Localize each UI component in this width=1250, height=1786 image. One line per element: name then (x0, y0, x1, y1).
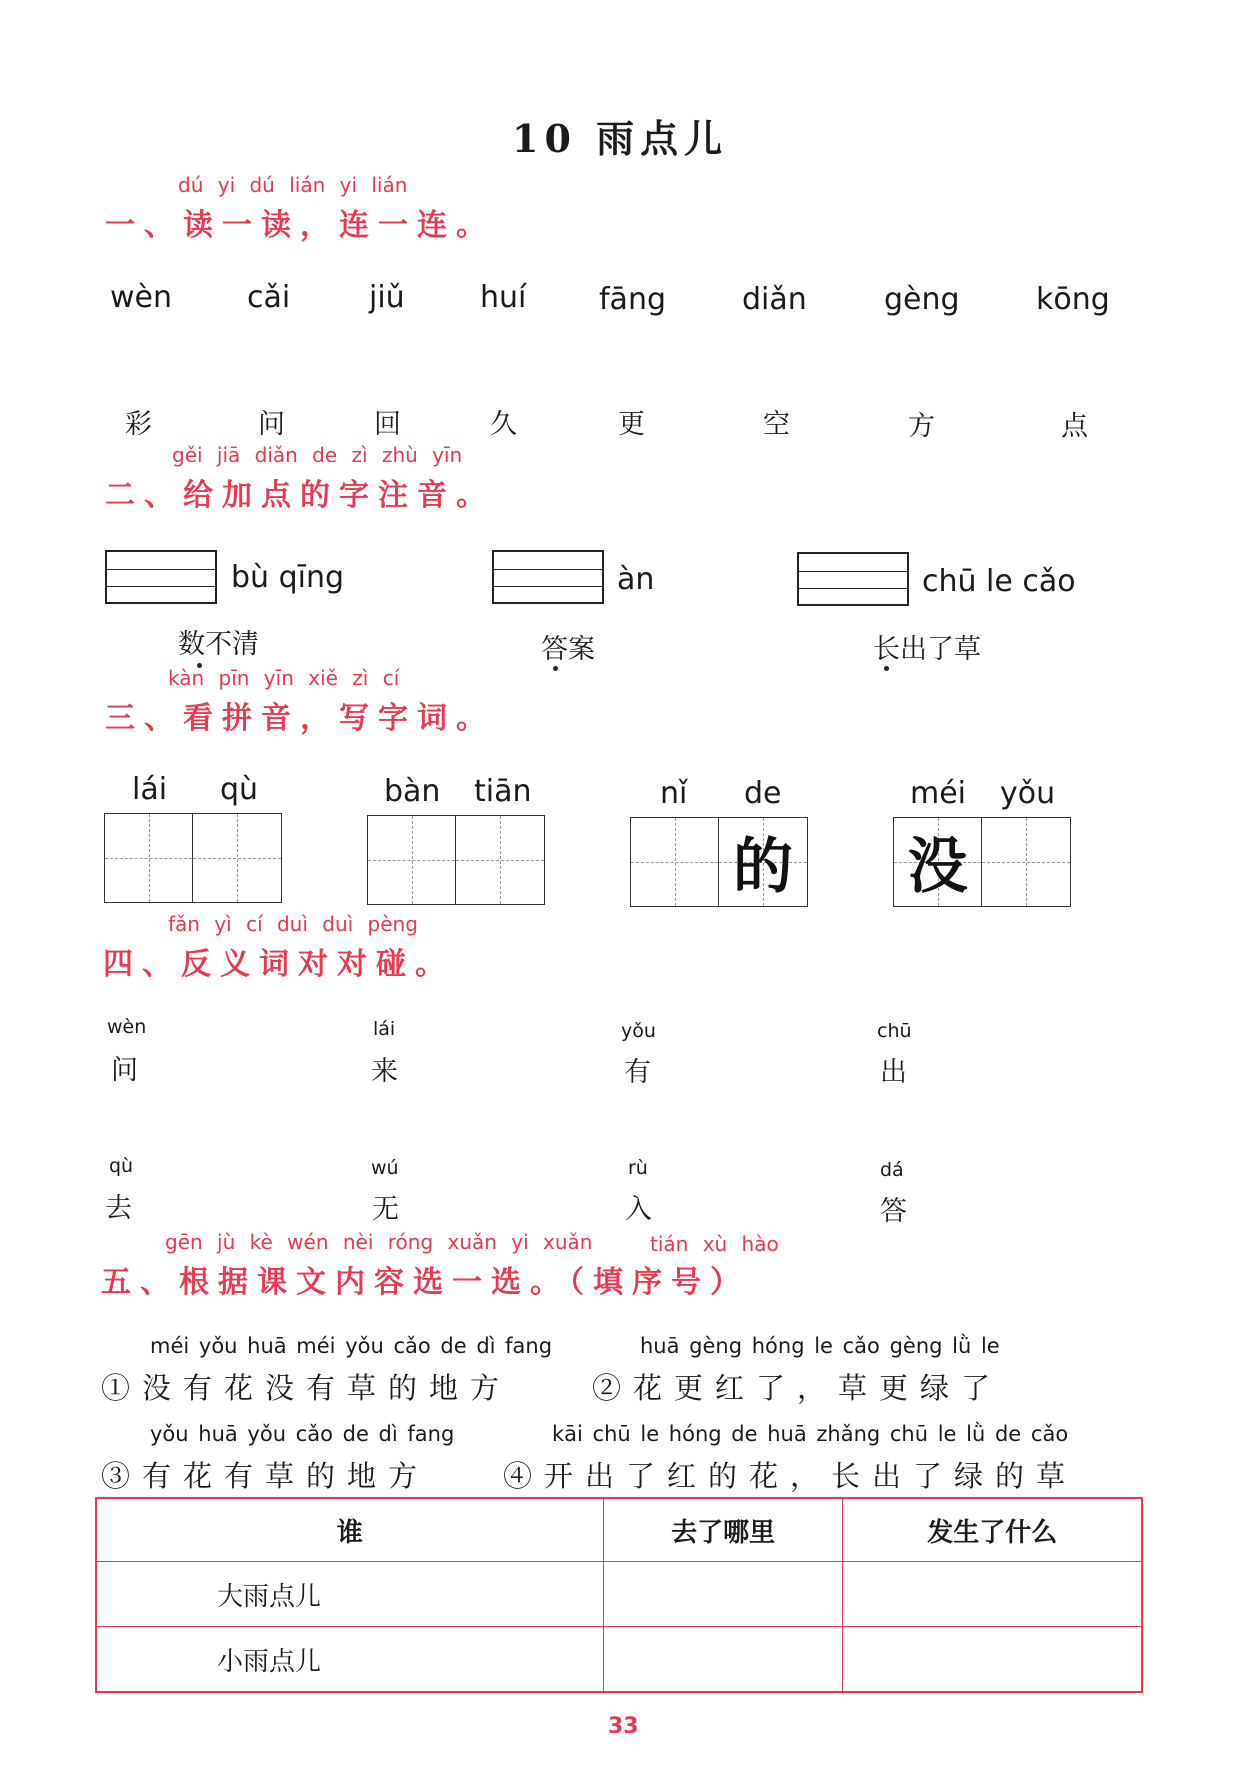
writing-grid[interactable] (630, 817, 808, 907)
section2-title: 二、给加点的字注音。 (105, 478, 495, 513)
grid-pinyin: de (744, 776, 782, 811)
pinyin-word[interactable]: diǎn (742, 282, 807, 317)
option-item[interactable] (592, 1366, 1002, 1407)
answer-cell[interactable] (843, 1562, 1142, 1627)
table-header-cell: 去了哪里 (603, 1498, 843, 1562)
antonym-char[interactable]: 有 (624, 1057, 651, 1088)
word-pinyin: rù (628, 1157, 648, 1179)
section4-title: 四、反义词对对碰。 (103, 947, 454, 982)
pinyin-hint: bù qīng (231, 560, 345, 595)
option-text: 没有花没有草的地方 (142, 1371, 512, 1405)
antonym-char[interactable]: 去 (105, 1193, 132, 1224)
option-text: 花更红了，草更绿了 (633, 1371, 1003, 1405)
option-text: 开出了红的花，长出了绿的草 (544, 1459, 1078, 1493)
antonym-char[interactable]: 无 (372, 1194, 399, 1225)
pinyin-hint: àn (617, 562, 655, 597)
section1-title: 一、读一读，连一连。 (105, 208, 495, 243)
emphasis-dot (553, 666, 558, 671)
pinyin-word[interactable]: cǎi (247, 280, 291, 315)
antonym-char[interactable]: 答 (880, 1196, 907, 1227)
section3-pinyin: kàn pīn yīn xiě zì cí (168, 666, 400, 690)
table-row (96, 1562, 1142, 1627)
antonym-char[interactable]: 出 (880, 1057, 907, 1088)
char-item[interactable]: 空 (763, 409, 790, 440)
page-title: 10 雨点儿 (512, 116, 729, 161)
word-pinyin: chū (877, 1020, 912, 1042)
grid-cell-filled: 没 (894, 818, 982, 906)
pinyin-answer-box[interactable] (492, 550, 604, 604)
section3-title: 三、看拼音，写字词。 (105, 701, 495, 736)
table-cell: 大雨点儿 (96, 1562, 603, 1627)
pinyin-word[interactable]: huí (480, 280, 527, 315)
word-item: 答案 (541, 634, 595, 665)
option-pinyin: yǒu huā yǒu cǎo de dì fang (150, 1422, 455, 1446)
grid-cell-filled: 的 (719, 818, 807, 906)
table-header-row (96, 1498, 1142, 1562)
answer-cell[interactable] (843, 1627, 1142, 1693)
option-text: 有花有草的地方 (142, 1459, 430, 1493)
grid-cell[interactable] (193, 814, 281, 902)
table-row (96, 1627, 1142, 1693)
char-item[interactable]: 回 (374, 409, 401, 440)
char-item[interactable]: 问 (258, 409, 285, 440)
char-item[interactable]: 久 (490, 409, 517, 440)
option-pinyin: kāi chū le hóng de huā zhǎng chū le lǜ de cǎo (552, 1422, 1069, 1446)
pinyin-word[interactable]: kōng (1036, 282, 1110, 317)
grid-pinyin: tiān (474, 774, 532, 809)
option-number: ② (592, 1371, 634, 1405)
option-number: ④ (503, 1459, 545, 1493)
grid-cell[interactable] (456, 816, 544, 904)
emphasis-dot (884, 666, 889, 671)
pinyin-hint: chū le cǎo (922, 564, 1076, 599)
option-number: ① (101, 1371, 143, 1405)
char-item[interactable]: 点 (1061, 411, 1088, 442)
grid-pinyin: lái (132, 772, 168, 807)
table-header-cell: 谁 (96, 1498, 603, 1562)
pinyin-word[interactable]: gèng (884, 282, 960, 317)
section4-pinyin: fǎn yì cí duì duì pèng (168, 912, 418, 936)
section5-pinyin: gēn jù kè wén nèi róng xuǎn yi xuǎn (165, 1230, 593, 1254)
option-item[interactable] (503, 1454, 1077, 1495)
word-pinyin: lái (373, 1018, 396, 1040)
grid-pinyin: yǒu (1000, 776, 1056, 811)
writing-grid[interactable] (367, 815, 545, 905)
table-header-cell: 发生了什么 (843, 1498, 1142, 1562)
word-pinyin: qù (109, 1155, 134, 1177)
writing-grid[interactable] (893, 817, 1071, 907)
section5-pinyin-2: tián xù hào (650, 1232, 779, 1256)
grid-cell[interactable] (982, 818, 1070, 906)
antonym-char[interactable]: 问 (111, 1055, 138, 1086)
option-item[interactable] (101, 1366, 511, 1407)
pinyin-answer-box[interactable] (797, 552, 909, 606)
table-cell: 小雨点儿 (96, 1627, 603, 1693)
option-pinyin: méi yǒu huā méi yǒu cǎo de dì fang (150, 1334, 553, 1358)
section1-pinyin: dú yi dú lián yi lián (178, 173, 408, 197)
section5-title: 五、根据课文内容选一选。（填序号） (101, 1265, 749, 1300)
answer-table (95, 1497, 1143, 1693)
grid-cell[interactable] (105, 814, 193, 902)
pinyin-word[interactable]: wèn (110, 280, 173, 315)
option-number: ③ (101, 1459, 143, 1493)
grid-pinyin: méi (910, 776, 967, 811)
char-item[interactable]: 更 (618, 409, 645, 440)
grid-cell[interactable] (368, 816, 456, 904)
pinyin-answer-box[interactable] (105, 550, 217, 604)
pinyin-word[interactable]: fāng (599, 282, 667, 317)
grid-pinyin: nǐ (660, 776, 688, 811)
antonym-char[interactable]: 来 (371, 1056, 398, 1087)
writing-grid[interactable] (104, 813, 282, 903)
section2-pinyin: gěi jiā diǎn de zì zhù yīn (172, 443, 463, 467)
word-pinyin: yǒu (621, 1020, 656, 1042)
word-item: 数不清 (178, 629, 259, 660)
grid-cell[interactable] (631, 818, 719, 906)
grid-pinyin: qù (220, 772, 259, 807)
word-pinyin: wèn (107, 1016, 147, 1038)
char-item[interactable]: 彩 (125, 409, 152, 440)
word-pinyin: wú (371, 1157, 399, 1179)
option-pinyin: huā gèng hóng le cǎo gèng lǜ le (640, 1334, 1000, 1358)
antonym-char[interactable]: 入 (625, 1194, 652, 1225)
answer-cell[interactable] (603, 1627, 843, 1693)
option-item[interactable] (101, 1454, 429, 1495)
answer-cell[interactable] (603, 1562, 843, 1627)
page-number: 33 (608, 1714, 639, 1739)
word-item: 长出了草 (873, 634, 981, 665)
pinyin-word[interactable]: jiǔ (369, 280, 405, 315)
grid-pinyin: bàn (384, 774, 441, 809)
char-item[interactable]: 方 (908, 411, 935, 442)
word-pinyin: dá (880, 1159, 904, 1181)
